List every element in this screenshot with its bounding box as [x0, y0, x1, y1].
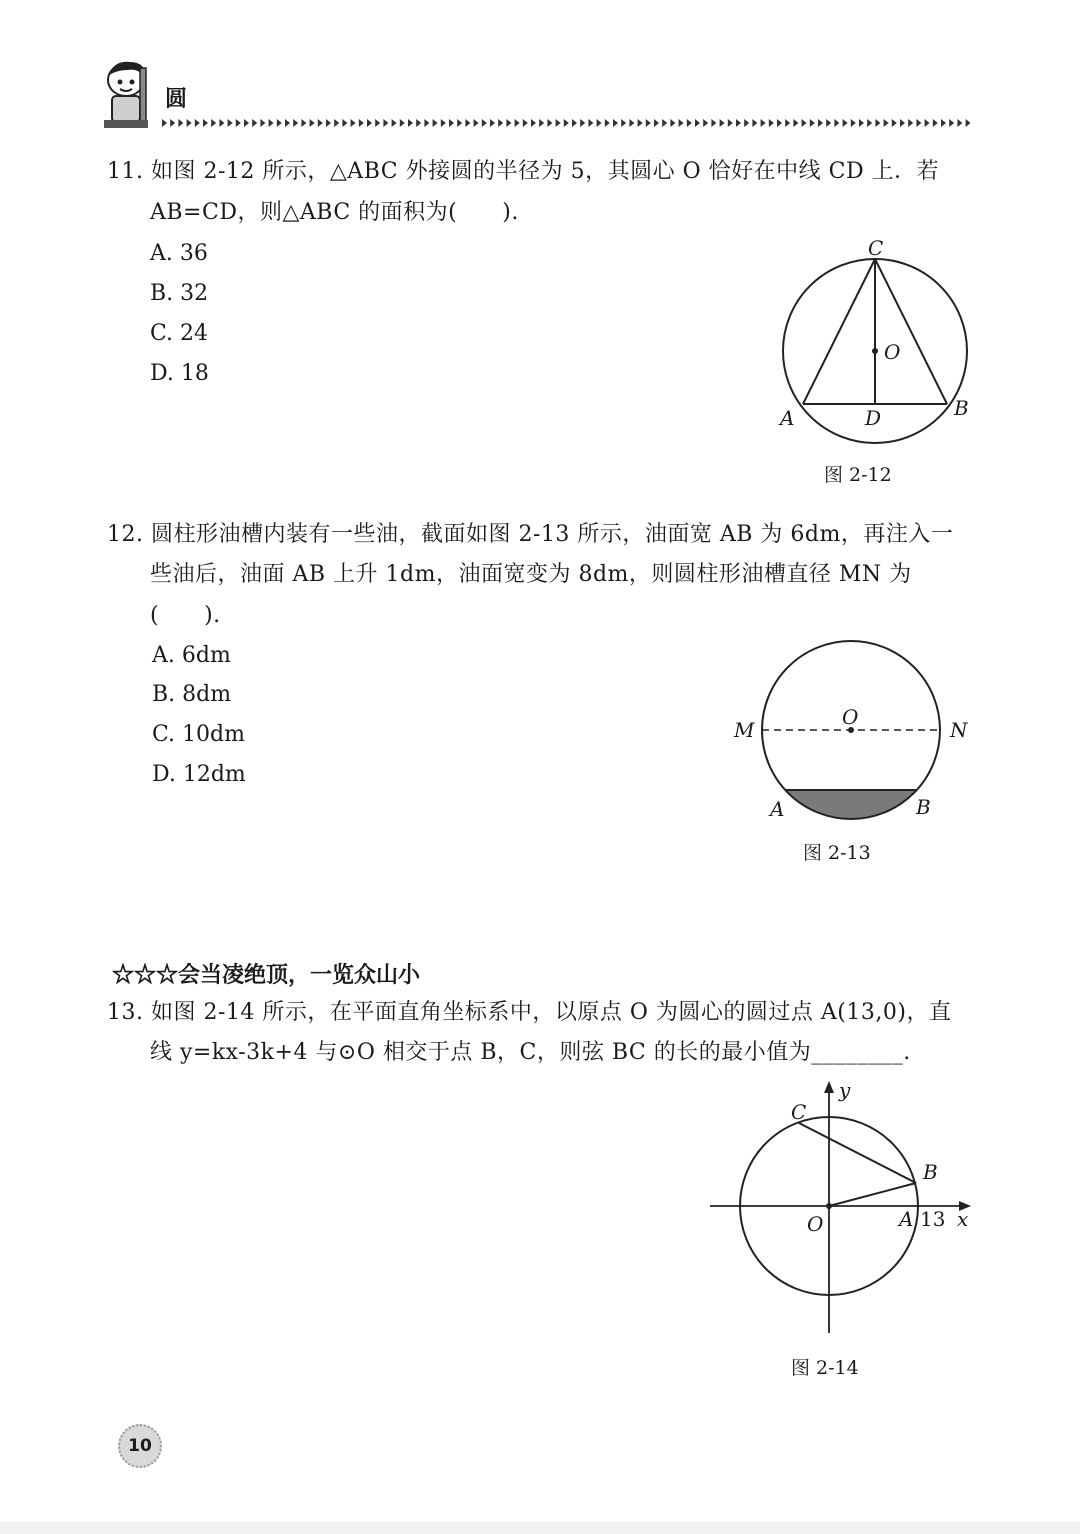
question-12-option-b: B. 8dm [152, 682, 232, 707]
label-b: B [923, 1160, 938, 1184]
question-11-option-c: C. 24 [150, 321, 209, 346]
label-d: D [865, 406, 882, 430]
question-11-option-d: D. 18 [150, 361, 209, 386]
question-12-line-2: 些油后，油面 AB 上升 1dm，油面宽变为 8dm，则圆柱形油槽直径 MN 为 [150, 562, 912, 587]
label-b: B [916, 795, 931, 819]
label-o: O [807, 1212, 824, 1236]
figure-2-12-caption: 图 2-12 [824, 464, 892, 486]
chapter-title: 圆 [165, 86, 188, 112]
question-12-option-d: D. 12dm [152, 762, 246, 787]
question-13-line-2: 线 y=kx-3k+4 与⊙O 相交于点 B，C，则弦 BC 的长的最小值为________. [150, 1040, 911, 1065]
figure-2-12 [770, 235, 980, 450]
label-tick-13: 13 [920, 1207, 946, 1231]
question-12-line-1: 12. 圆柱形油槽内装有一些油，截面如图 2-13 所示，油面宽 AB 为 6dm，再注入一 [107, 522, 954, 547]
label-x: x [957, 1207, 969, 1231]
figure-2-13 [730, 630, 980, 830]
question-11-option-a: A. 36 [150, 241, 208, 266]
label-c: C [868, 236, 884, 260]
page-number: 10 [118, 1424, 162, 1468]
figure-2-14 [705, 1075, 990, 1345]
question-12-line-3: ( ). [150, 603, 221, 628]
label-o: O [884, 340, 901, 364]
label-a: A [770, 797, 785, 821]
header-divider [160, 113, 970, 133]
label-a: A [780, 406, 795, 430]
figure-2-13-caption: 图 2-13 [803, 842, 871, 864]
question-12-option-a: A. 6dm [152, 643, 231, 668]
question-11-option-b: B. 32 [150, 281, 209, 306]
question-12-option-c: C. 10dm [152, 722, 245, 747]
mascot-icon [100, 58, 158, 132]
label-m: M [734, 718, 755, 742]
label-n: N [950, 718, 968, 742]
label-o: O [842, 705, 859, 729]
bottom-edge [0, 1522, 1080, 1534]
figure-2-14-caption: 图 2-14 [791, 1357, 859, 1379]
label-c: C [791, 1100, 807, 1124]
section-title: ☆☆☆会当凌绝顶，一览众山小 [112, 962, 421, 988]
question-11-line-1: 11. 如图 2-12 所示，△ABC 外接圆的半径为 5，其圆心 O 恰好在中线 CD 上．若 [107, 159, 940, 184]
question-13-line-1: 13. 如图 2-14 所示，在平面直角坐标系中，以原点 O 为圆心的圆过点 A(13,0)，直 [107, 1000, 952, 1025]
label-a: A [899, 1207, 914, 1231]
label-b: B [954, 396, 969, 420]
label-y: y [839, 1078, 851, 1102]
question-11-line-2: AB=CD，则△ABC 的面积为( ). [150, 200, 519, 225]
